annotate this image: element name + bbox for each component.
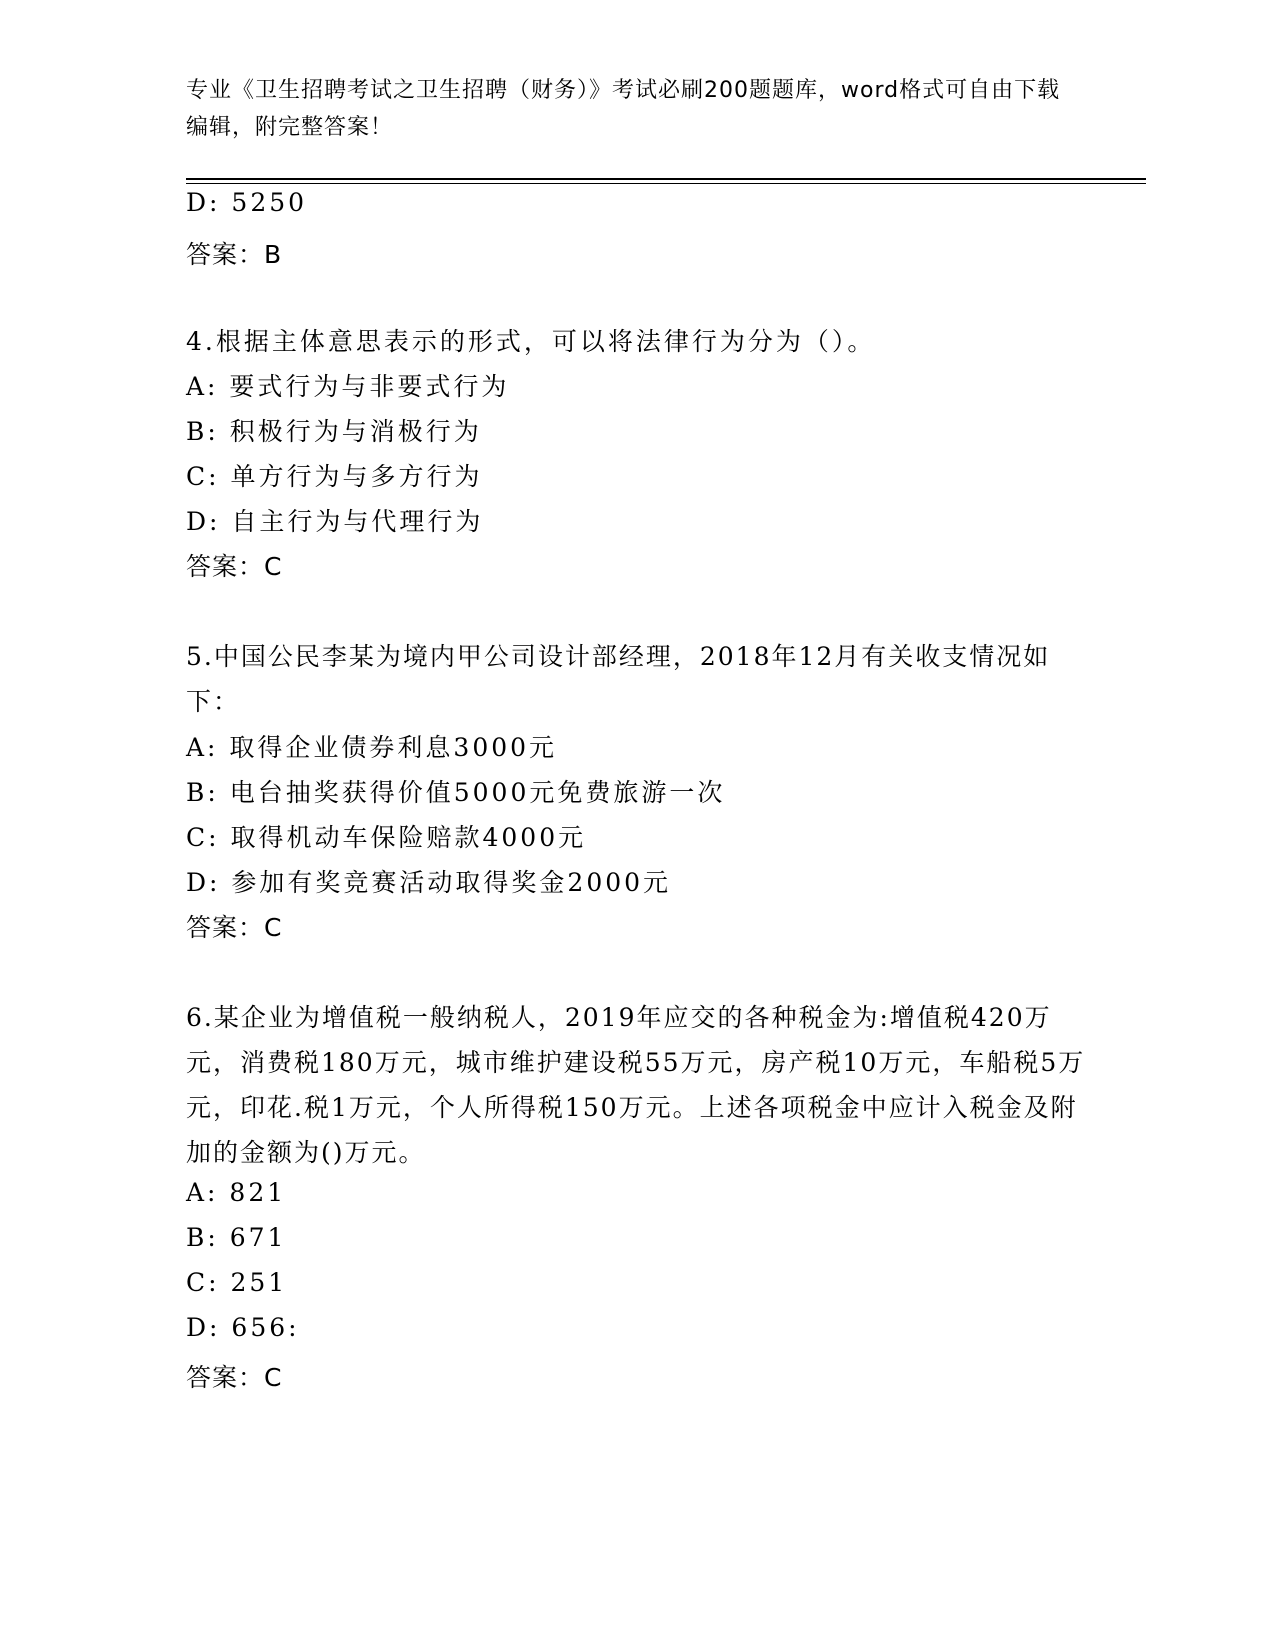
q5-answer: 答案：C (186, 913, 283, 942)
q4-option-a: A: 要式行为与非要式行为 (186, 372, 510, 401)
q6-option-c: C: 251 (186, 1268, 288, 1297)
q4-stem: 4.根据主体意思表示的形式，可以将法律行为分为（）。 (186, 327, 876, 356)
q3-option-d: D: 5250 (186, 188, 308, 217)
q6-option-a: A: 821 (186, 1178, 287, 1207)
q6-answer: 答案：C (186, 1363, 283, 1392)
q6-option-d: D: 656: (186, 1313, 300, 1342)
q5-stem: 5.中国公民李某为境内甲公司设计部经理，2018年12月有关收支情况如下： (186, 642, 1051, 716)
q4-answer: 答案：C (186, 552, 283, 581)
q5-option-a: A: 取得企业债券利息3000元 (186, 733, 558, 762)
header-divider-thick (186, 178, 1146, 180)
q6-option-b: B: 671 (186, 1223, 287, 1252)
q5-option-b: B: 电台抽奖获得价值5000元免费旅游一次 (186, 778, 726, 807)
q5-option-d: D: 参加有奖竞赛活动取得奖金2000元 (186, 868, 672, 897)
q4-option-c: C: 单方行为与多方行为 (186, 462, 483, 491)
document-header: 专业《卫生招聘考试之卫生招聘（财务）》考试必刷200题题库，word格式可自由下载编辑，附完整答案！ (186, 78, 1061, 140)
q4-option-d: D: 自主行为与代理行为 (186, 507, 484, 536)
q5-option-c: C: 取得机动车保险赔款4000元 (186, 823, 587, 852)
q4-option-b: B: 积极行为与消极行为 (186, 417, 482, 446)
q6-stem: 6.某企业为增值税一般纳税人，2019年应交的各种税金为:增值税420万元，消费税180万元，城市维护建设税55万元，房产税10万元，车船税5万元，印花.税1万元，个人所得税150万元。上述各项税金中应计入税金及附加的金额为()万元。 (186, 1003, 1086, 1167)
q3-answer: 答案：B (186, 240, 283, 269)
header-divider-thin (186, 183, 1146, 184)
